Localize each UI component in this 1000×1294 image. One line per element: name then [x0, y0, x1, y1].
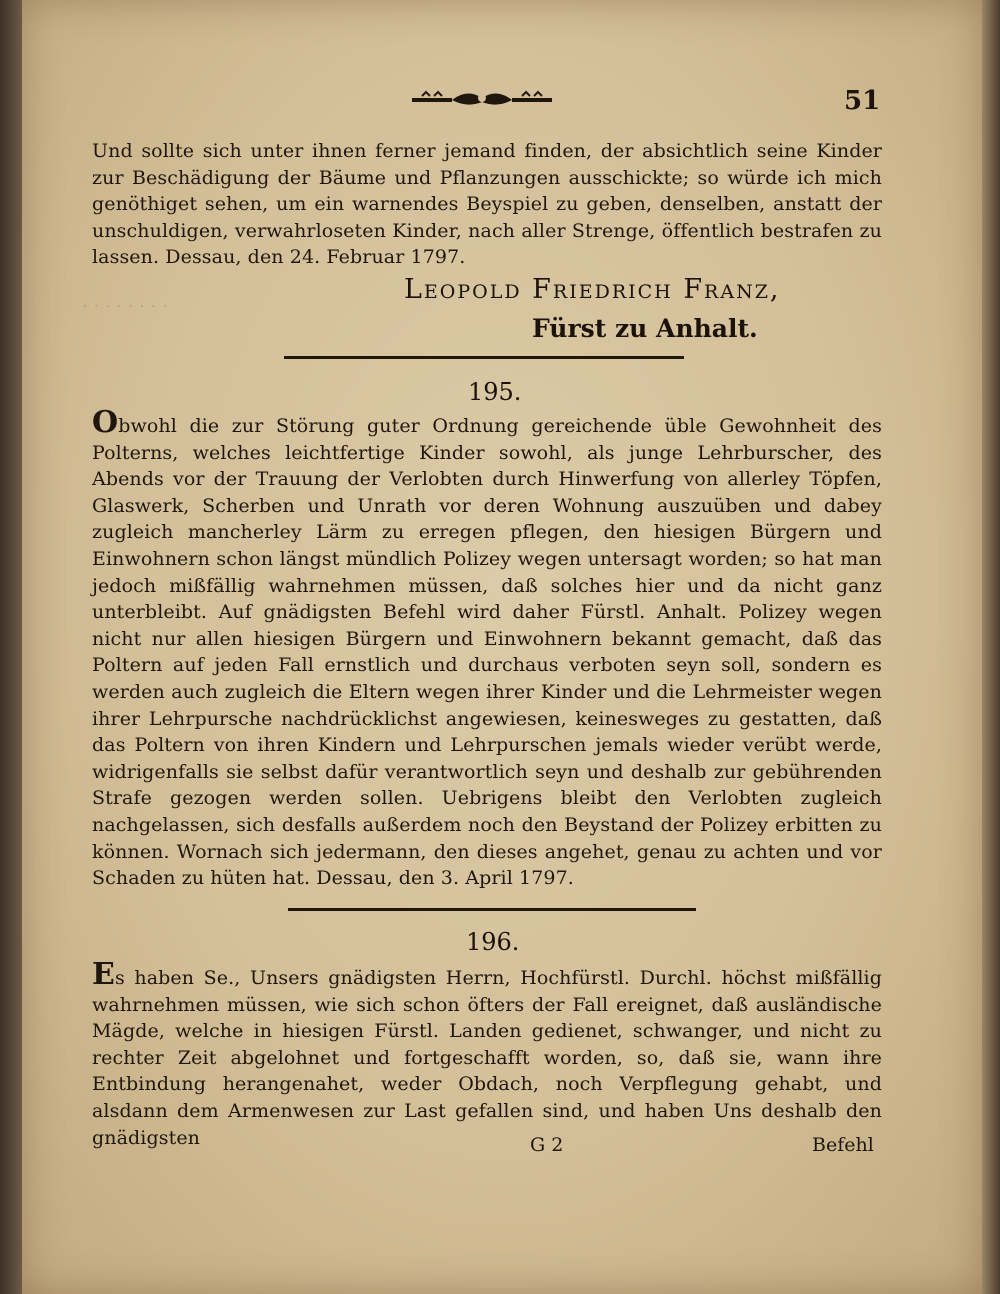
section-divider: [288, 908, 696, 911]
section-195-dropcap: O: [92, 405, 119, 440]
section-number-195: 195.: [468, 378, 522, 406]
section-196-body: s haben Se., Unsers gnädigsten Herrn, Hochfürstl. Durchl. höchst mißfällig wahrnehmen müssen, wie sich schon öfters der Fall ereignet, daß ausländische Mägde, welche in hiesigen Fürstl. Landen gedienet, schwanger, und nicht zu rechter Zeit abgelohnet und fortgeschafft worden, so, daß sie, wann ihre Entbindung herangenahet, weder Obdach, noch Verpflegung gehabt, und alsdann dem Armenwesen zur Last gefallen sind, und haben Uns deshalb den gnädigsten: [92, 967, 882, 1149]
page-number: 51: [844, 86, 881, 116]
section-divider: [284, 356, 684, 359]
section-196-dropcap: E: [92, 957, 115, 992]
book-gutter-left: [0, 0, 22, 1294]
section-196-text: [92, 957, 882, 1151]
signature-name: Leopold Friedrich Franz,: [404, 274, 781, 305]
book-page: [22, 0, 982, 1294]
signature-mark: G 2: [530, 1134, 564, 1156]
section-195-text: [92, 405, 882, 892]
section-195-body: bwohl die zur Störung guter Ordnung gereichende üble Gewohnheit des Polterns, welches leichtfertige Kinder sowohl, als junge Lehrburscher, des Abends vor der Trauung der Verlobten durch Hinwerfung von allerley Töpfen, Glaswerk, Scherben und Unrath vor deren Wohnung auszuüben und dabey zugleich mancherley Lärm zu erregen pflegen, den hiesigen Bürgern und Einwohnern schon längst mündlich Polizey wegen untersagt worden; so hat man jedoch mißfällig wahrnehmen müssen, daß solches hier und da nicht ganz unterbleibt. Auf gnädigsten Befehl wird daher Fürstl. Anhalt. Polizey wegen nicht nur allen hiesigen Bürgern und Einwohnern bekannt gemacht, daß das Poltern auf jeden Fall ernstlich und durchaus verboten seyn soll, sondern es werden auch zugleich die Eltern wegen ihrer Kinder und die Lehrmeister wegen ihrer Lehrpursche nachdrücklichst angewiesen, keinesweges zu gestatten, daß das Poltern von ihren Kindern und Lehrpurschen jemals wieder verübt werde, widrigenfalls sie selbst dafür verantwortlich seyn und deshalb zur gebührenden Strafe gezogen werden sollen. Uebrigens bleibt den Verlobten zugleich nachgelassen, sich desfalls außerdem noch den Beystand der Polizey erbitten zu können. Wornach sich jedermann, den dieses angehet, genau zu achten und vor Schaden zu hüten hat. Dessau, den 3. April 1797.: [92, 415, 882, 890]
section-number-196: 196.: [466, 928, 520, 956]
signature-title: Fürst zu Anhalt.: [532, 314, 758, 343]
catchword: Befehl: [812, 1134, 874, 1156]
headpiece-ornament-icon: [412, 88, 552, 108]
bleed-through-text: · · · · · · · ·: [82, 296, 168, 317]
decree-text: Und sollte sich unter ihnen ferner jemand finden, der absichtlich seine Kinder zur Beschädigung der Bäume und Pflanzungen ausschickte; so würde ich mich genöthiget sehen, um ein warnendes Beyspiel zu geben, denselben, anstatt der unschuldigen, verwahrloseten Kinder, nach aller Strenge, öffentlich bestrafen zu lassen. Dessau, den 24. Februar 1797.: [92, 140, 882, 269]
book-edge-right: [982, 0, 1000, 1294]
